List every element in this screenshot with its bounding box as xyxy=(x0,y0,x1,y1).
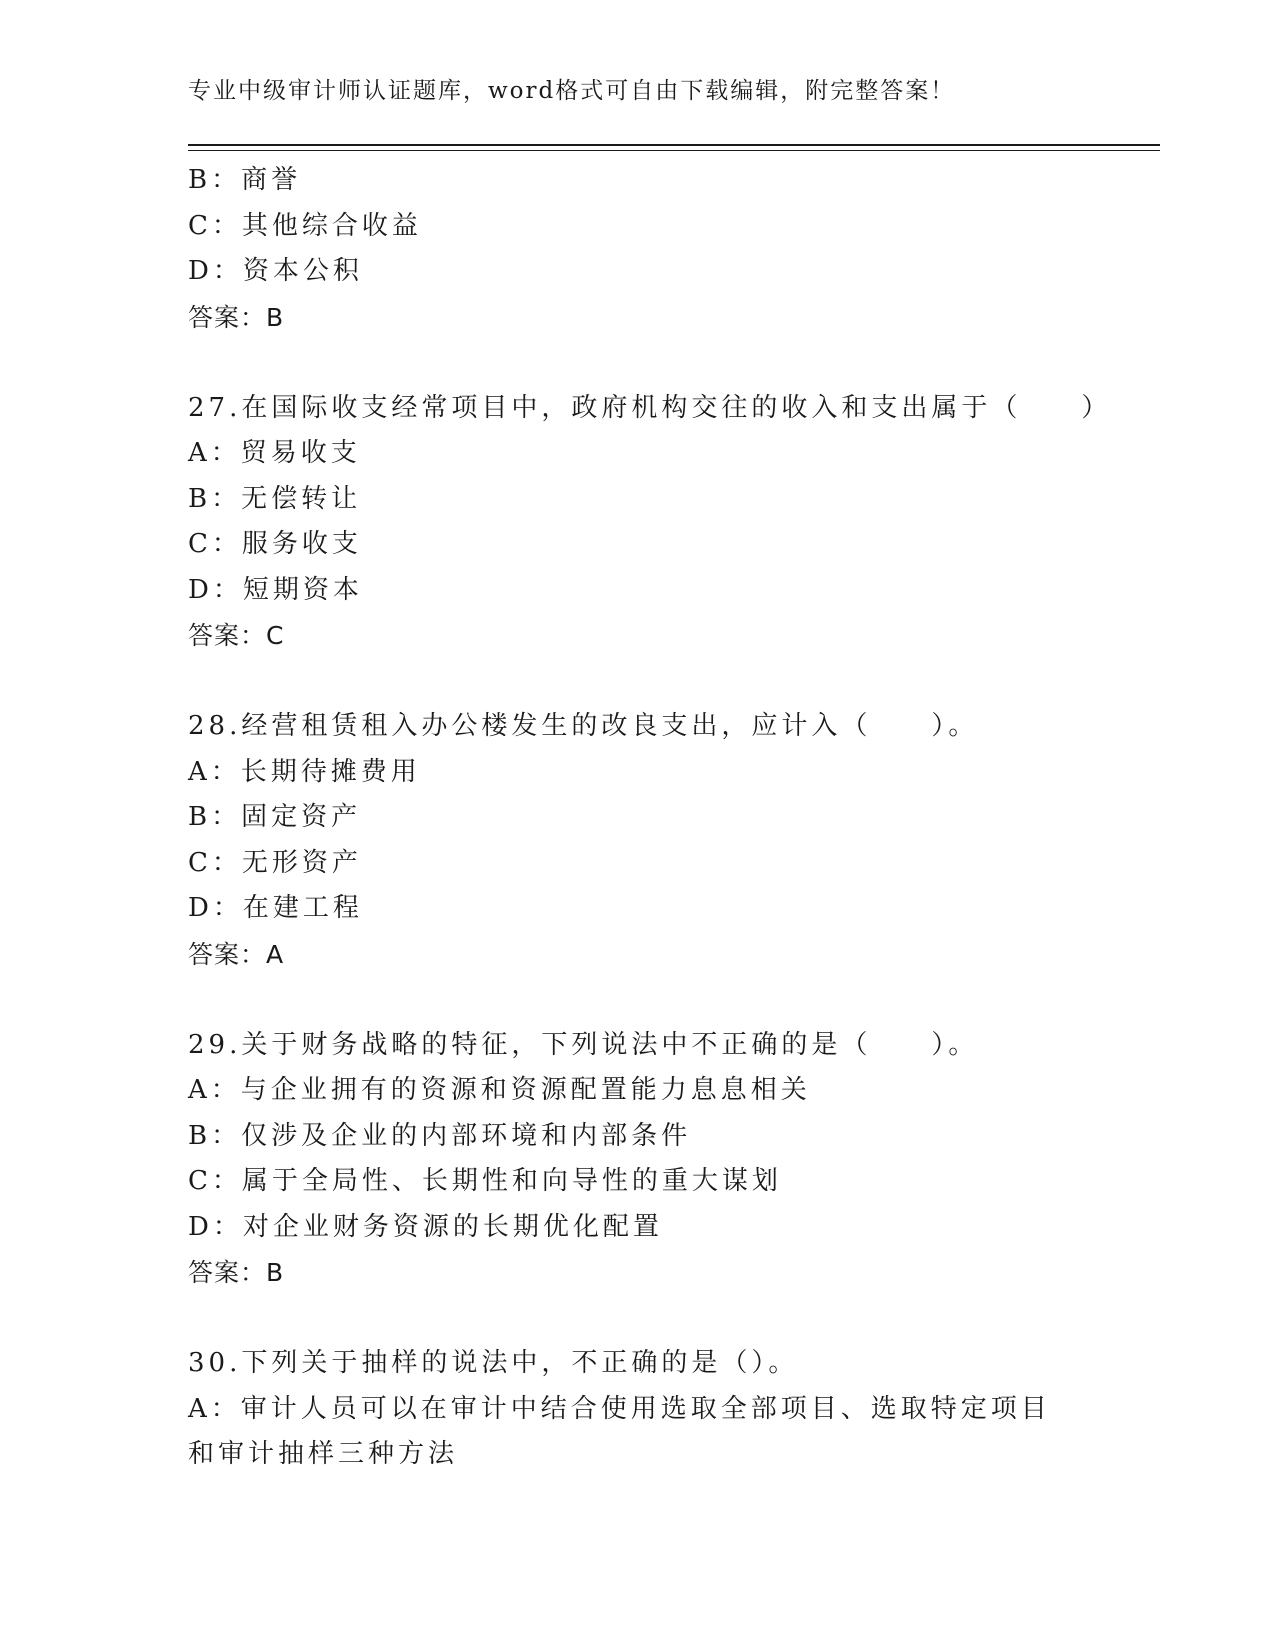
option-a: A：审计人员可以在审计中结合使用选取全部项目、选取特定项目和审计抽样三种方法 xyxy=(188,1393,1051,1469)
option-a: A：贸易收支 xyxy=(188,438,361,468)
option-b: B：无偿转让 xyxy=(188,483,362,514)
question-stem: 30.下列关于抽样的说法中，不正确的是（）。 xyxy=(188,1348,799,1378)
header-divider xyxy=(188,144,1160,151)
option-b: B：固定资产 xyxy=(188,802,362,832)
option-c: C：属于全局性、长期性和向导性的重大谋划 xyxy=(188,1166,782,1196)
answer-line: 答案：B xyxy=(188,302,285,332)
option-a: A：长期待摊费用 xyxy=(188,756,421,787)
option-a: A：与企业拥有的资源和资源配置能力息息相关 xyxy=(188,1075,811,1105)
answer-line: 答案：B xyxy=(188,1258,285,1287)
option-c: C：服务收支 xyxy=(188,529,362,559)
spacer xyxy=(188,340,1088,386)
option-b: B：商誉 xyxy=(188,165,302,195)
spacer xyxy=(188,659,1088,705)
question-stem: 28.经营租赁租入办公楼发生的改良支出，应计入（ ）。 xyxy=(188,711,979,741)
spacer xyxy=(188,977,1088,1023)
spacer xyxy=(188,1296,1088,1342)
option-d: D：在建工程 xyxy=(188,893,363,923)
page-header: 专业中级审计师认证题库，word格式可自由下载编辑，附完整答案！ xyxy=(188,78,956,104)
answer-line: 答案：C xyxy=(188,621,285,650)
option-d: D：资本公积 xyxy=(188,256,363,286)
answer-line: 答案：A xyxy=(188,939,285,969)
question-stem: 27.在国际收支经常项目中，政府机构交往的收入和支出属于（ ） xyxy=(188,392,1112,423)
option-d: D：短期资本 xyxy=(188,574,363,605)
question-stem: 29.关于财务战略的特征，下列说法中不正确的是（ ）。 xyxy=(188,1029,979,1060)
question-content xyxy=(188,158,1112,1478)
option-c: C：无形资产 xyxy=(188,847,362,878)
option-b: B：仅涉及企业的内部环境和内部条件 xyxy=(188,1120,692,1151)
option-c: C：其他综合收益 xyxy=(188,210,422,241)
option-d: D：对企业财务资源的长期优化配置 xyxy=(188,1211,663,1242)
